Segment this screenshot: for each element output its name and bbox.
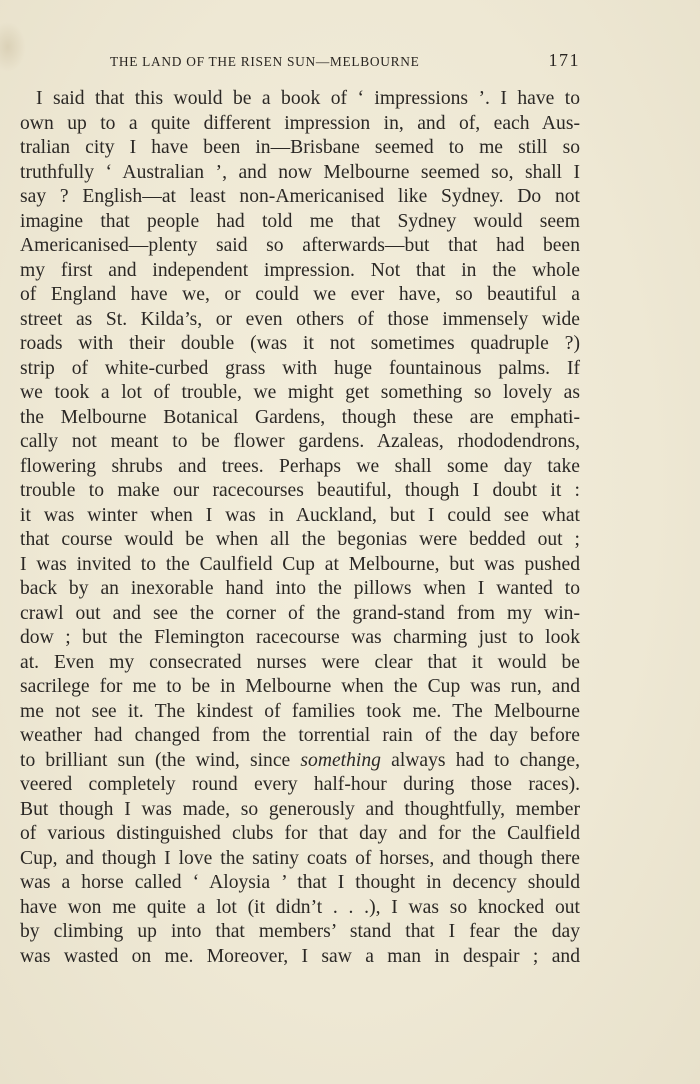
text-line: have won me quite a lot (it didn’t . . .), I was so knocked out (20, 896, 580, 918)
page-header (110, 52, 580, 72)
text-line: trouble to make our racecourses beautiful, though I doubt it : (20, 480, 580, 501)
text-line: that course would be when all the begonias were bedded out ; (20, 529, 580, 550)
page-stain (0, 22, 26, 72)
text-line: back by an inexorable hand into the pillows when I wanted to (20, 578, 580, 599)
text-line: sacrilege for me to be in Melbourne when the Cup was run, and (20, 676, 580, 697)
text-line: was a horse called ‘ Aloysia ’ that I thought in decency should (20, 872, 580, 893)
text-line: Cup, and though I love the satiny coats of horses, and though there (20, 847, 580, 869)
text-line (20, 749, 580, 774)
text-line: roads with their double (was it not sometimes quadruple ?) (20, 333, 580, 354)
text-line: my first and independent impression. Not that in the whole (20, 259, 580, 281)
text-line: was wasted on me. Moreover, I saw a man in despair ; and (20, 945, 580, 967)
text-line: own up to a quite different impression in, and of, each Aus- (20, 112, 580, 134)
text-line: crawl out and see the corner of the grand-stand from my win- (20, 602, 580, 624)
running-head: THE LAND OF THE RISEN SUN—MELBOURNE (110, 54, 420, 69)
text-line: flowering shrubs and trees. Perhaps we shall some day take (20, 455, 580, 477)
text-line: weather had changed from the torrential rain of the day before (20, 725, 580, 746)
text-line: at. Even my consecrated nurses were clear that it would be (20, 651, 580, 673)
text-line: me not see it. The kindest of families took me. The Melbourne (20, 700, 580, 722)
text-line: say ? English—at least non-Americanised like Sydney. Do not (20, 186, 580, 207)
text-segment: to brilliant sun (the wind, since (20, 749, 301, 771)
text-line: dow ; but the Flemington racecourse was charming just to look (20, 627, 580, 648)
text-line: the Melbourne Botanical Gardens, though these are emphati- (20, 406, 580, 428)
page-number: 171 (548, 50, 580, 70)
text-line: of various distinguished clubs for that day and for the Caulfield (20, 823, 580, 844)
text-line: of England have we, or could we ever have, so beautiful a (20, 284, 580, 305)
text-line: it was winter when I was in Auckland, but I could see what (20, 504, 580, 526)
text-line: street as St. Kilda’s, or even others of those immensely wide (20, 308, 580, 330)
text-line: imagine that people had told me that Sydney would seem (20, 210, 580, 232)
text-line: truthfully ‘ Australian ’, and now Melbourne seemed so, shall I (20, 161, 580, 183)
body-text (20, 87, 580, 969)
italic-word: something (300, 749, 381, 771)
text-line: strip of white-curbed grass with huge fountainous palms. If (20, 357, 580, 379)
text-line: by climbing up into that members’ stand that I fear the day (20, 921, 580, 942)
text-line: Americanised—plenty said so afterwards—but that had been (20, 235, 580, 256)
text-line: I was invited to the Caulfield Cup at Melbourne, but was pushed (20, 553, 580, 575)
text-line: veered completely round every half-hour during those races). (20, 774, 580, 795)
text-segment: always had to change, (380, 749, 580, 771)
text-line: cally not meant to be flower gardens. Azaleas, rhododendrons, (20, 431, 580, 452)
text-line: tralian city I have been in—Brisbane seemed to me still so (20, 137, 580, 158)
text-line: we took a lot of trouble, we might get something so lovely as (20, 382, 580, 403)
text-line: But though I was made, so generously and thoughtfully, member (20, 798, 580, 820)
text-line: I said that this would be a book of ‘ impressions ’. I have to (36, 88, 580, 109)
